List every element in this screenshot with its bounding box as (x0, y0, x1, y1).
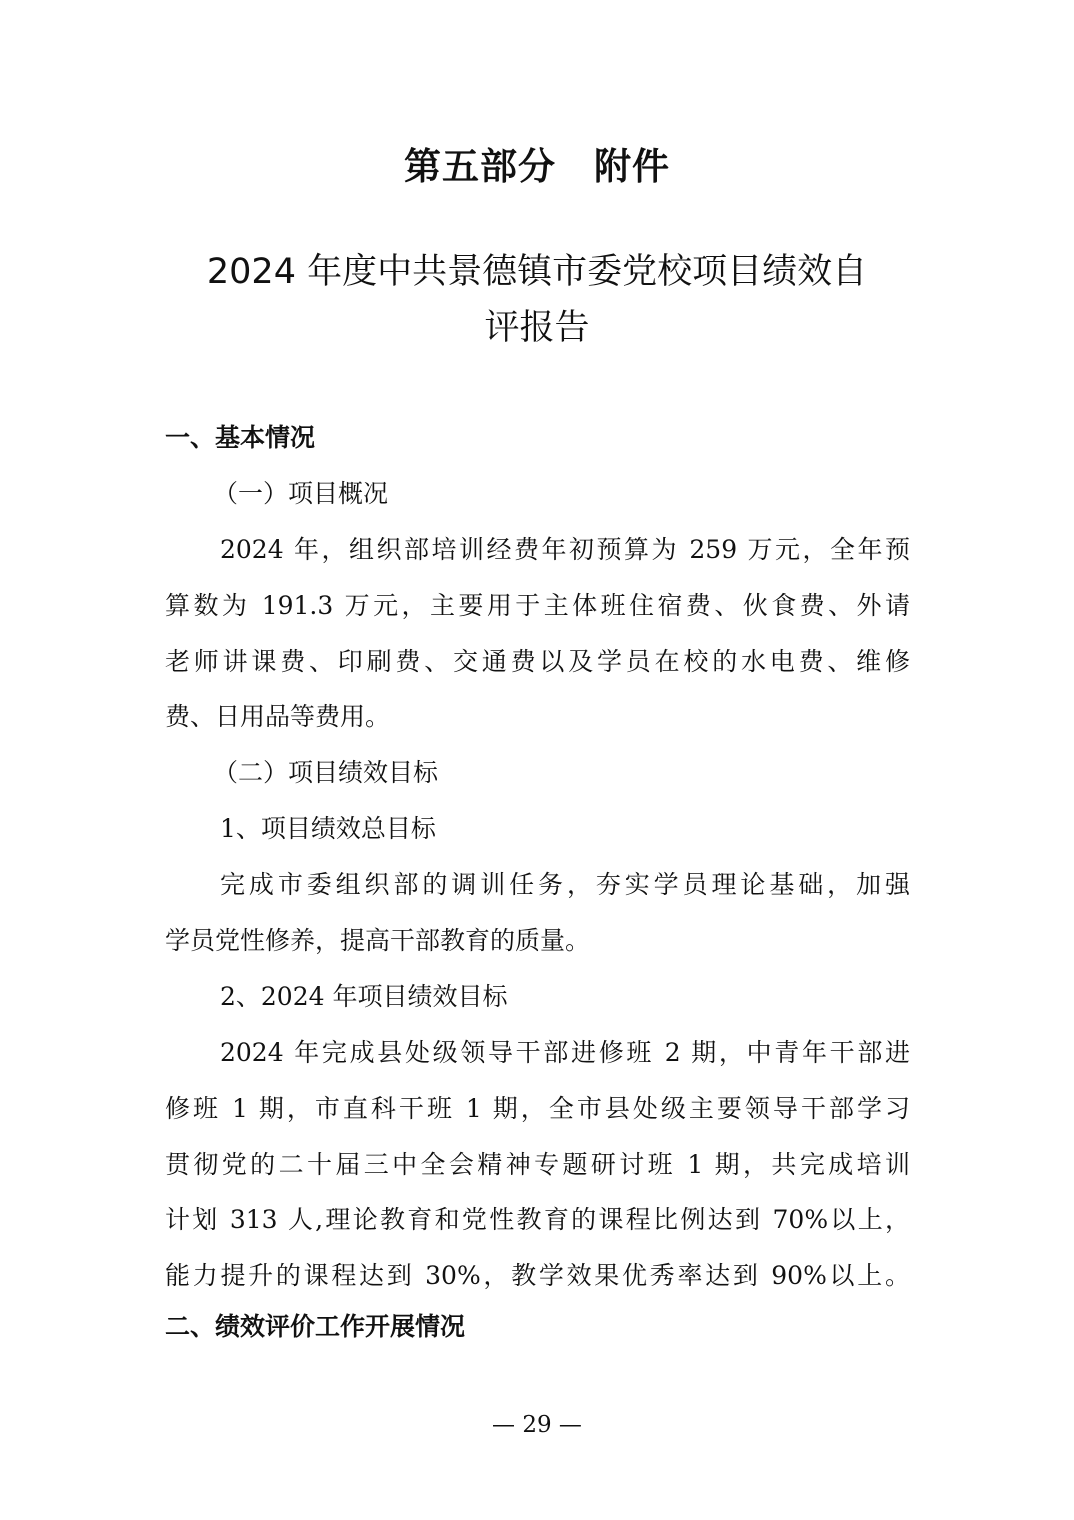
document-body (165, 410, 910, 1350)
report-title-line: 评报告 (484, 308, 590, 348)
paragraph-line: 学员党性修养，提高干部教育的质量。 (165, 926, 591, 956)
subheading-performance-goals: （二）项目绩效目标 (213, 758, 439, 788)
page-number: — 29 — (492, 1412, 582, 1438)
paragraph-line: 计划 313 人,理论教育和党性教育的课程比例达到 70%以上， (165, 1205, 910, 1235)
paragraph-line: 完成市委组织部的调训任务，夯实学员理论基础，加强 (220, 870, 910, 900)
paragraph-line: 费、日用品等费用。 (165, 702, 391, 732)
paragraph-line: 2024 年完成县处级领导干部进修班 2 期，中青年干部进 (220, 1037, 910, 1067)
paragraph-line: 算数为 191.3 万元，主要用于主体班住宿费、伙食费、外请 (165, 590, 910, 620)
paragraph-line: 修班 1 期，市直科干班 1 期，全市县处级主要领导干部学习 (165, 1093, 910, 1123)
report-title-line: 2024 年度中共景德镇市委党校项目绩效自 (206, 252, 868, 292)
paragraph-line: 2024 年，组织部培训经费年初预算为 259 万元，全年预 (220, 534, 910, 564)
heading-basic-situation: 一、基本情况 (165, 423, 316, 452)
report-title (170, 244, 904, 356)
item-2024-goal: 2、2024 年项目绩效目标 (220, 981, 508, 1011)
paragraph-line: 能力提升的课程达到 30%，教学效果优秀率达到 90%以上。 (165, 1261, 910, 1291)
section-title: 第五部分 附件 (404, 145, 670, 188)
subheading-project-overview: （一）项目概况 (213, 478, 389, 508)
paragraph-line: 老师讲课费、印刷费、交通费以及学员在校的水电费、维修 (165, 646, 910, 676)
heading-evaluation-work: 二、绩效评价工作开展情况 (165, 1312, 466, 1342)
paragraph-line: 贯彻党的二十届三中全会精神专题研讨班 1 期，共完成培训 (165, 1149, 910, 1179)
item-overall-goal: 1、项目绩效总目标 (220, 814, 436, 844)
